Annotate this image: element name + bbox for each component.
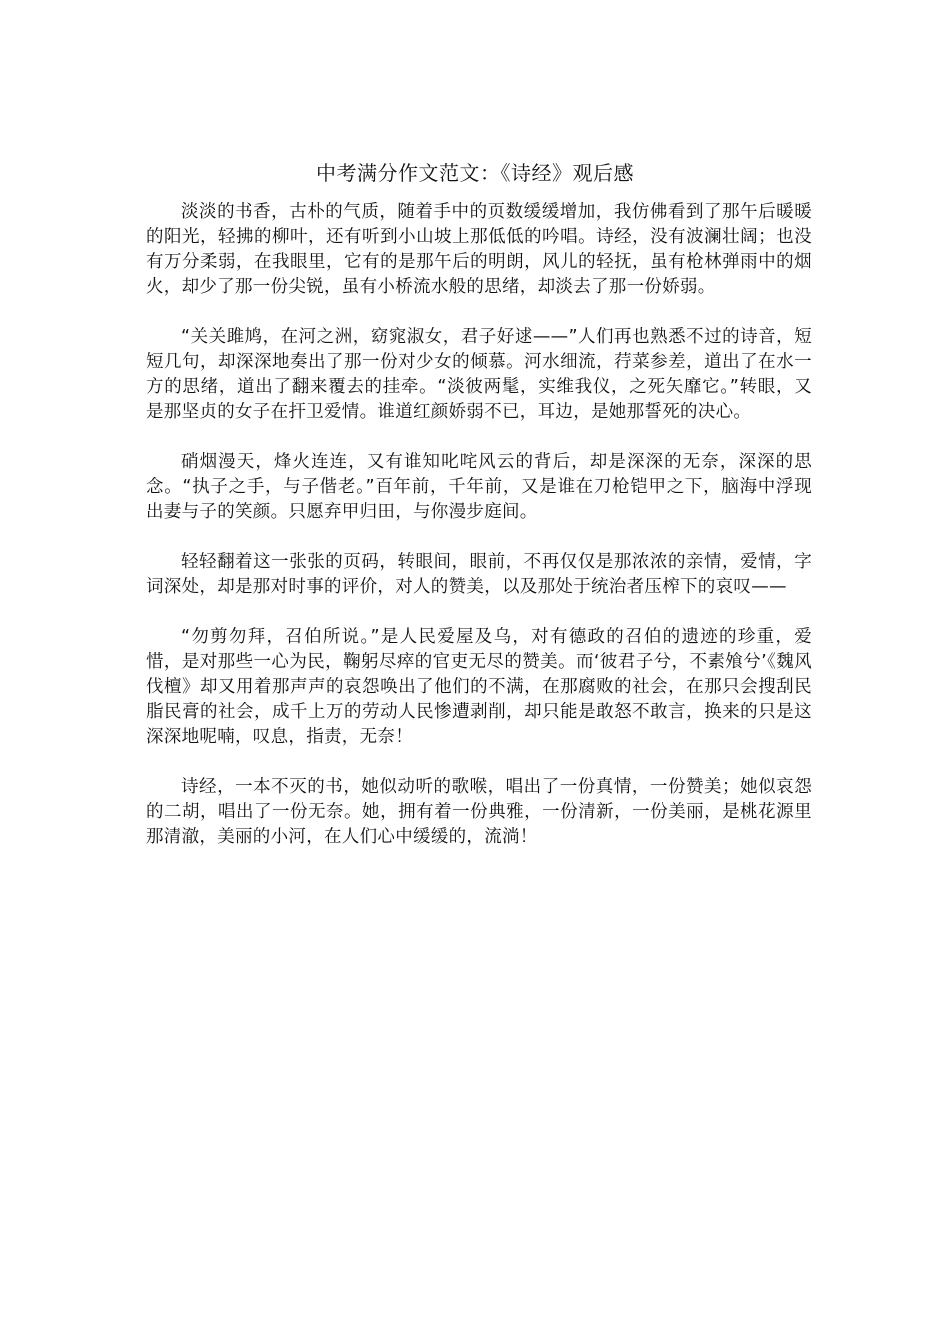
paragraph-1: 淡淡的书香，古朴的气质，随着手中的页数缓缓增加，我仿佛看到了那午后暖暖的阳光，轻拂的柳叶，还有听到小山坡上那低低的吟唱。诗经，没有波澜壮阔；也没有万分柔弱，在我眼里，它有的是那午后的明朗，风儿的轻抚，虽有枪林弹雨中的烟火，却少了那一份尖锐，虽有小桥流水般的思绪，却淡去了那一份娇弱。 (146, 202, 812, 297)
paragraph-3: 硝烟漫天，烽火连连，又有谁知叱咤风云的背后，却是深深的无奈，深深的思念。“执子之手，与子偕老。”百年前，千年前，又是谁在刀枪铠甲之下，脑海中浮现出妻与子的笑颜。只愿弃甲归田，与你漫步庭间。 (146, 452, 812, 522)
paragraph-5: “勿剪勿拜，召伯所说。”是人民爱屋及乌，对有德政的召伯的遗迹的珍重，爱惜，是对那些一心为民，鞠躬尽瘁的官吏无尽的赞美。而‘彼君子兮，不素飧兮’《魏风伐檀》却又用着那声声的哀怨唤出了他们的不满，在那腐败的社会，在那只会搜刮民脂民膏的社会，成千上万的劳动人民惨遭剥削，却只能是敢怒不敢言，换来的只是这深深地呢喃，叹息，指责，无奈！ (146, 627, 812, 747)
paragraph-4: 轻轻翻着这一张张的页码，转眼间，眼前，不再仅仅是那浓浓的亲情，爱情，字词深处，却是那对时事的评价，对人的赞美，以及那处于统治者压榨下的哀叹—— (146, 552, 812, 597)
page-title: 中考满分作文范文：《诗经》观后感 (316, 161, 634, 185)
paragraph-2: “关关雎鸠，在河之洲，窈窕淑女，君子好逑——”人们再也熟悉不过的诗音，短短几句，却深深地奏出了那一份对少女的倾慕。河水细流，荇菜参差，道出了在水一方的思绪，道出了翻来覆去的挂牵。“淡彼两髦，实维我仪，之死矢靡它。”转眼，又是那坚贞的女子在扞卫爱情。谁道红颜娇弱不已，耳边，是她那誓死的决心。 (146, 327, 812, 422)
essay-body (146, 200, 812, 875)
paragraph-6: 诗经，一本不灭的书，她似动听的歌喉，唱出了一份真情，一份赞美；她似哀怨的二胡，唱出了一份无奈。她，拥有着一份典雅，一份清新，一份美丽，是桃花源里那清澈，美丽的小河，在人们心中缓缓的，流淌！ (146, 777, 812, 847)
